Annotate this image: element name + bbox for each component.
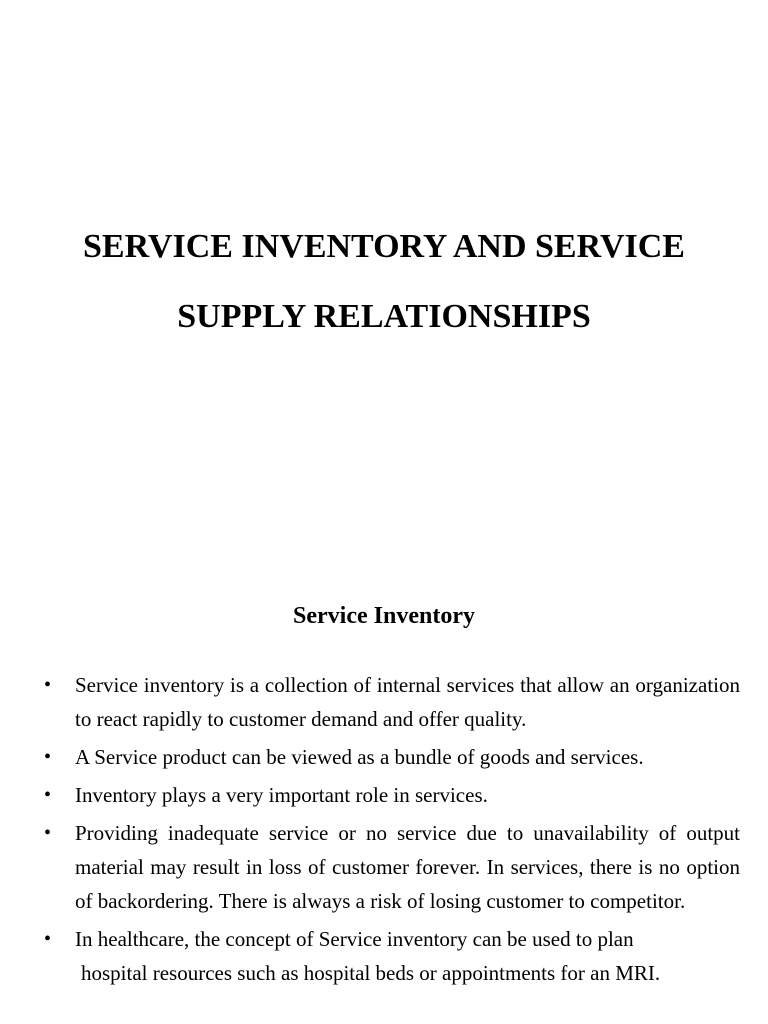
bullet-icon: • — [44, 746, 52, 768]
list-item — [0, 778, 768, 812]
list-item — [0, 740, 768, 774]
list-item — [0, 816, 768, 918]
list-item — [0, 668, 768, 736]
bullet-icon: • — [44, 928, 52, 950]
list-item-continuation: hospital resources such as hospital beds or appointments for an MRI. — [81, 961, 661, 985]
title-line-2: SUPPLY RELATIONSHIPS — [177, 298, 591, 335]
bullet-icon: • — [44, 822, 52, 844]
list-item-text: Service inventory is a collection of internal services that allow an organization to react rapidly to customer demand and offer quality. — [75, 673, 740, 731]
document-title — [0, 212, 768, 352]
bullet-icon: • — [44, 784, 52, 806]
title-line-1: SERVICE INVENTORY AND SERVICE — [83, 228, 685, 265]
list-item-text: Inventory plays a very important role in services. — [75, 783, 488, 807]
bullet-list — [0, 668, 768, 994]
section-heading: Service Inventory — [293, 603, 475, 629]
list-item-text: Providing inadequate service or no service due to unavailability of output material may result in loss of customer forever. In services, there is no option of backordering. There is always a risk of losing customer to competitor. — [75, 821, 740, 913]
list-item — [0, 922, 768, 990]
list-item-text: In healthcare, the concept of Service inventory can be used to plan — [75, 927, 634, 951]
list-item-text: A Service product can be viewed as a bundle of goods and services. — [75, 745, 644, 769]
bullet-icon: • — [44, 674, 52, 696]
